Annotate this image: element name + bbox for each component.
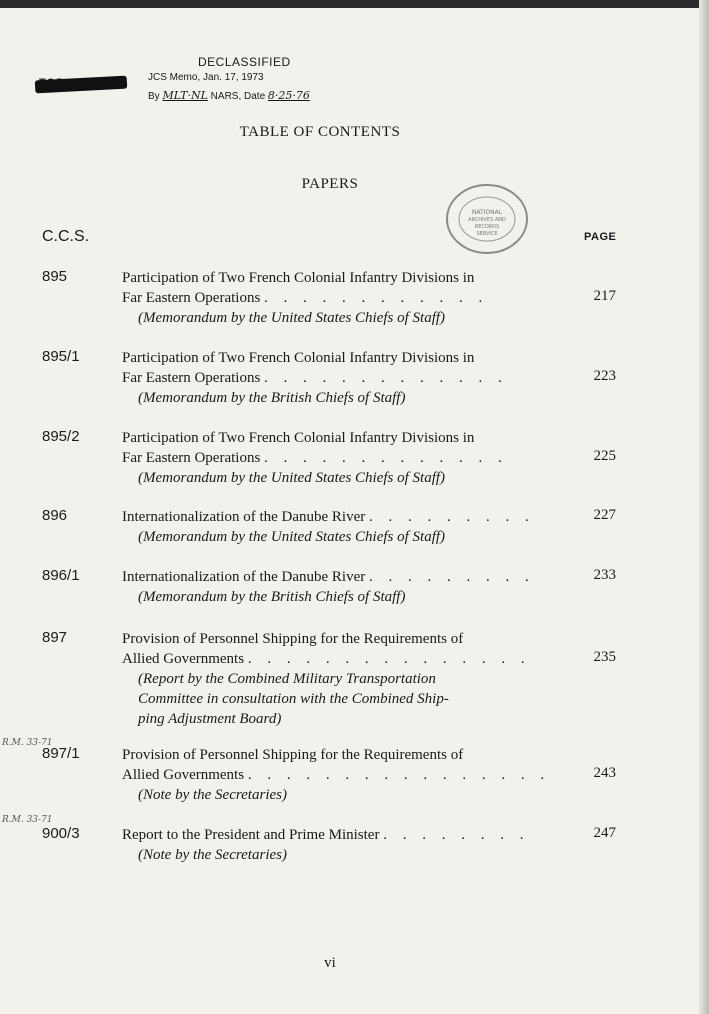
paper-source: (Memorandum by the British Chiefs of Staff) — [138, 390, 406, 406]
paper-title — [122, 268, 562, 328]
title-line — [122, 765, 562, 785]
scan-top-edge — [0, 0, 709, 8]
page-reference: 243 — [593, 765, 616, 781]
title-line — [122, 448, 562, 468]
paper-title — [122, 507, 562, 547]
title-line: Provision of Personnel Shipping for the Requirements of — [122, 631, 464, 647]
title-line: Participation of Two French Colonial Infantry Divisions in — [122, 270, 475, 286]
declassification-authority: JCS Memo, Jan. 17, 1973 — [148, 72, 264, 83]
page-reference: 217 — [593, 288, 616, 304]
title-text: Far Eastern Operations — [122, 370, 261, 386]
declassified-label: DECLASSIFIED — [198, 55, 291, 69]
leader-dots: . . . . . . . . . . . . — [264, 290, 489, 306]
title-text: Report to the President and Prime Minister — [122, 827, 380, 843]
title-text: Allied Governments — [122, 767, 245, 783]
paper-source: (Memorandum by the United States Chiefs of Staff) — [138, 470, 446, 486]
page-reference: 225 — [593, 448, 616, 464]
page-reference: 247 — [593, 825, 616, 841]
ccs-number: 900/3 — [42, 825, 80, 842]
title-line — [122, 567, 562, 587]
page-number: vi — [324, 955, 336, 971]
leader-dots: . . . . . . . . . . . . . . . . — [247, 767, 551, 783]
title-text: Far Eastern Operations — [122, 290, 261, 306]
ccs-number: 895 — [42, 268, 68, 285]
paper-source: (Note by the Secretaries) — [138, 847, 287, 863]
page-reference: 227 — [593, 507, 616, 523]
page-reference: 235 — [593, 649, 616, 665]
title-text: Internationalization of the Danube River — [122, 569, 366, 585]
leader-dots: . . . . . . . . . — [369, 569, 535, 585]
page-reference: 223 — [593, 368, 616, 384]
paper-title — [122, 567, 562, 607]
title-line — [122, 507, 562, 527]
paper-source: (Memorandum by the United States Chiefs of Staff) — [138, 310, 446, 326]
page-reference: 233 — [593, 567, 616, 583]
svg-text:ARCHIVES AND: ARCHIVES AND — [468, 217, 506, 223]
ccs-number: 896/1 — [42, 567, 80, 584]
section-heading: PAPERS — [301, 176, 359, 192]
leader-dots: . . . . . . . . . . . . . — [264, 450, 508, 466]
paper-source: ping Adjustment Board) — [138, 711, 282, 727]
leader-dots: . . . . . . . . — [383, 827, 530, 843]
paper-source: (Report by the Combined Military Transportation — [138, 671, 436, 687]
title-line — [122, 288, 562, 308]
leader-dots: . . . . . . . . . . . . . — [264, 370, 508, 386]
paper-title — [122, 825, 562, 865]
archive-seal-icon — [442, 180, 532, 258]
title-line — [122, 368, 562, 388]
paper-source: (Memorandum by the United States Chiefs of Staff) — [138, 529, 446, 545]
paper-source: (Note by the Secretaries) — [138, 787, 287, 803]
paper-title — [122, 629, 562, 729]
title-line: Provision of Personnel Shipping for the Requirements of — [122, 747, 464, 763]
title-text: Far Eastern Operations — [122, 450, 261, 466]
ccs-column-header: C.C.S. — [42, 228, 90, 245]
by-prefix: By — [148, 91, 160, 102]
page-column-header: PAGE — [584, 231, 617, 243]
paper-source: Committee in consultation with the Combined Ship- — [138, 691, 449, 707]
ccs-number: 895/2 — [42, 428, 80, 445]
leader-dots: . . . . . . . . . — [369, 509, 535, 525]
title-line: Participation of Two French Colonial Infantry Divisions in — [122, 350, 475, 366]
ccs-number: 895/1 — [42, 348, 80, 365]
title-line: Participation of Two French Colonial Infantry Divisions in — [122, 430, 475, 446]
margin-annotation: R.M. 33-71 — [2, 815, 53, 825]
ccs-number: 897 — [42, 629, 68, 646]
leader-dots: . . . . . . . . . . . . . . . — [247, 651, 531, 667]
title-line — [122, 649, 562, 669]
svg-text:SERVICE: SERVICE — [476, 231, 498, 237]
nars-date-label: NARS, Date — [210, 91, 266, 102]
title-text: Allied Governments — [122, 651, 245, 667]
scan-right-edge — [699, 0, 709, 1014]
ccs-number: 896 — [42, 507, 68, 524]
paper-title — [122, 348, 562, 408]
svg-text:RECORDS: RECORDS — [474, 224, 500, 230]
title-text: Internationalization of the Danube River — [122, 509, 366, 525]
svg-text:NATIONAL: NATIONAL — [471, 209, 503, 216]
declassification-signature-line — [148, 89, 310, 102]
title-line — [122, 825, 562, 845]
page-title: TABLE OF CONTENTS — [239, 124, 401, 140]
ccs-number: 897/1 — [42, 745, 80, 762]
paper-title — [122, 428, 562, 488]
paper-title — [122, 745, 562, 805]
date-signature: 8·25·76 — [267, 89, 310, 102]
margin-annotation: R.M. 33-71 — [2, 738, 53, 748]
paper-source: (Memorandum by the British Chiefs of Staff) — [138, 589, 406, 605]
reviewer-signature: MLT·NL — [162, 89, 208, 102]
